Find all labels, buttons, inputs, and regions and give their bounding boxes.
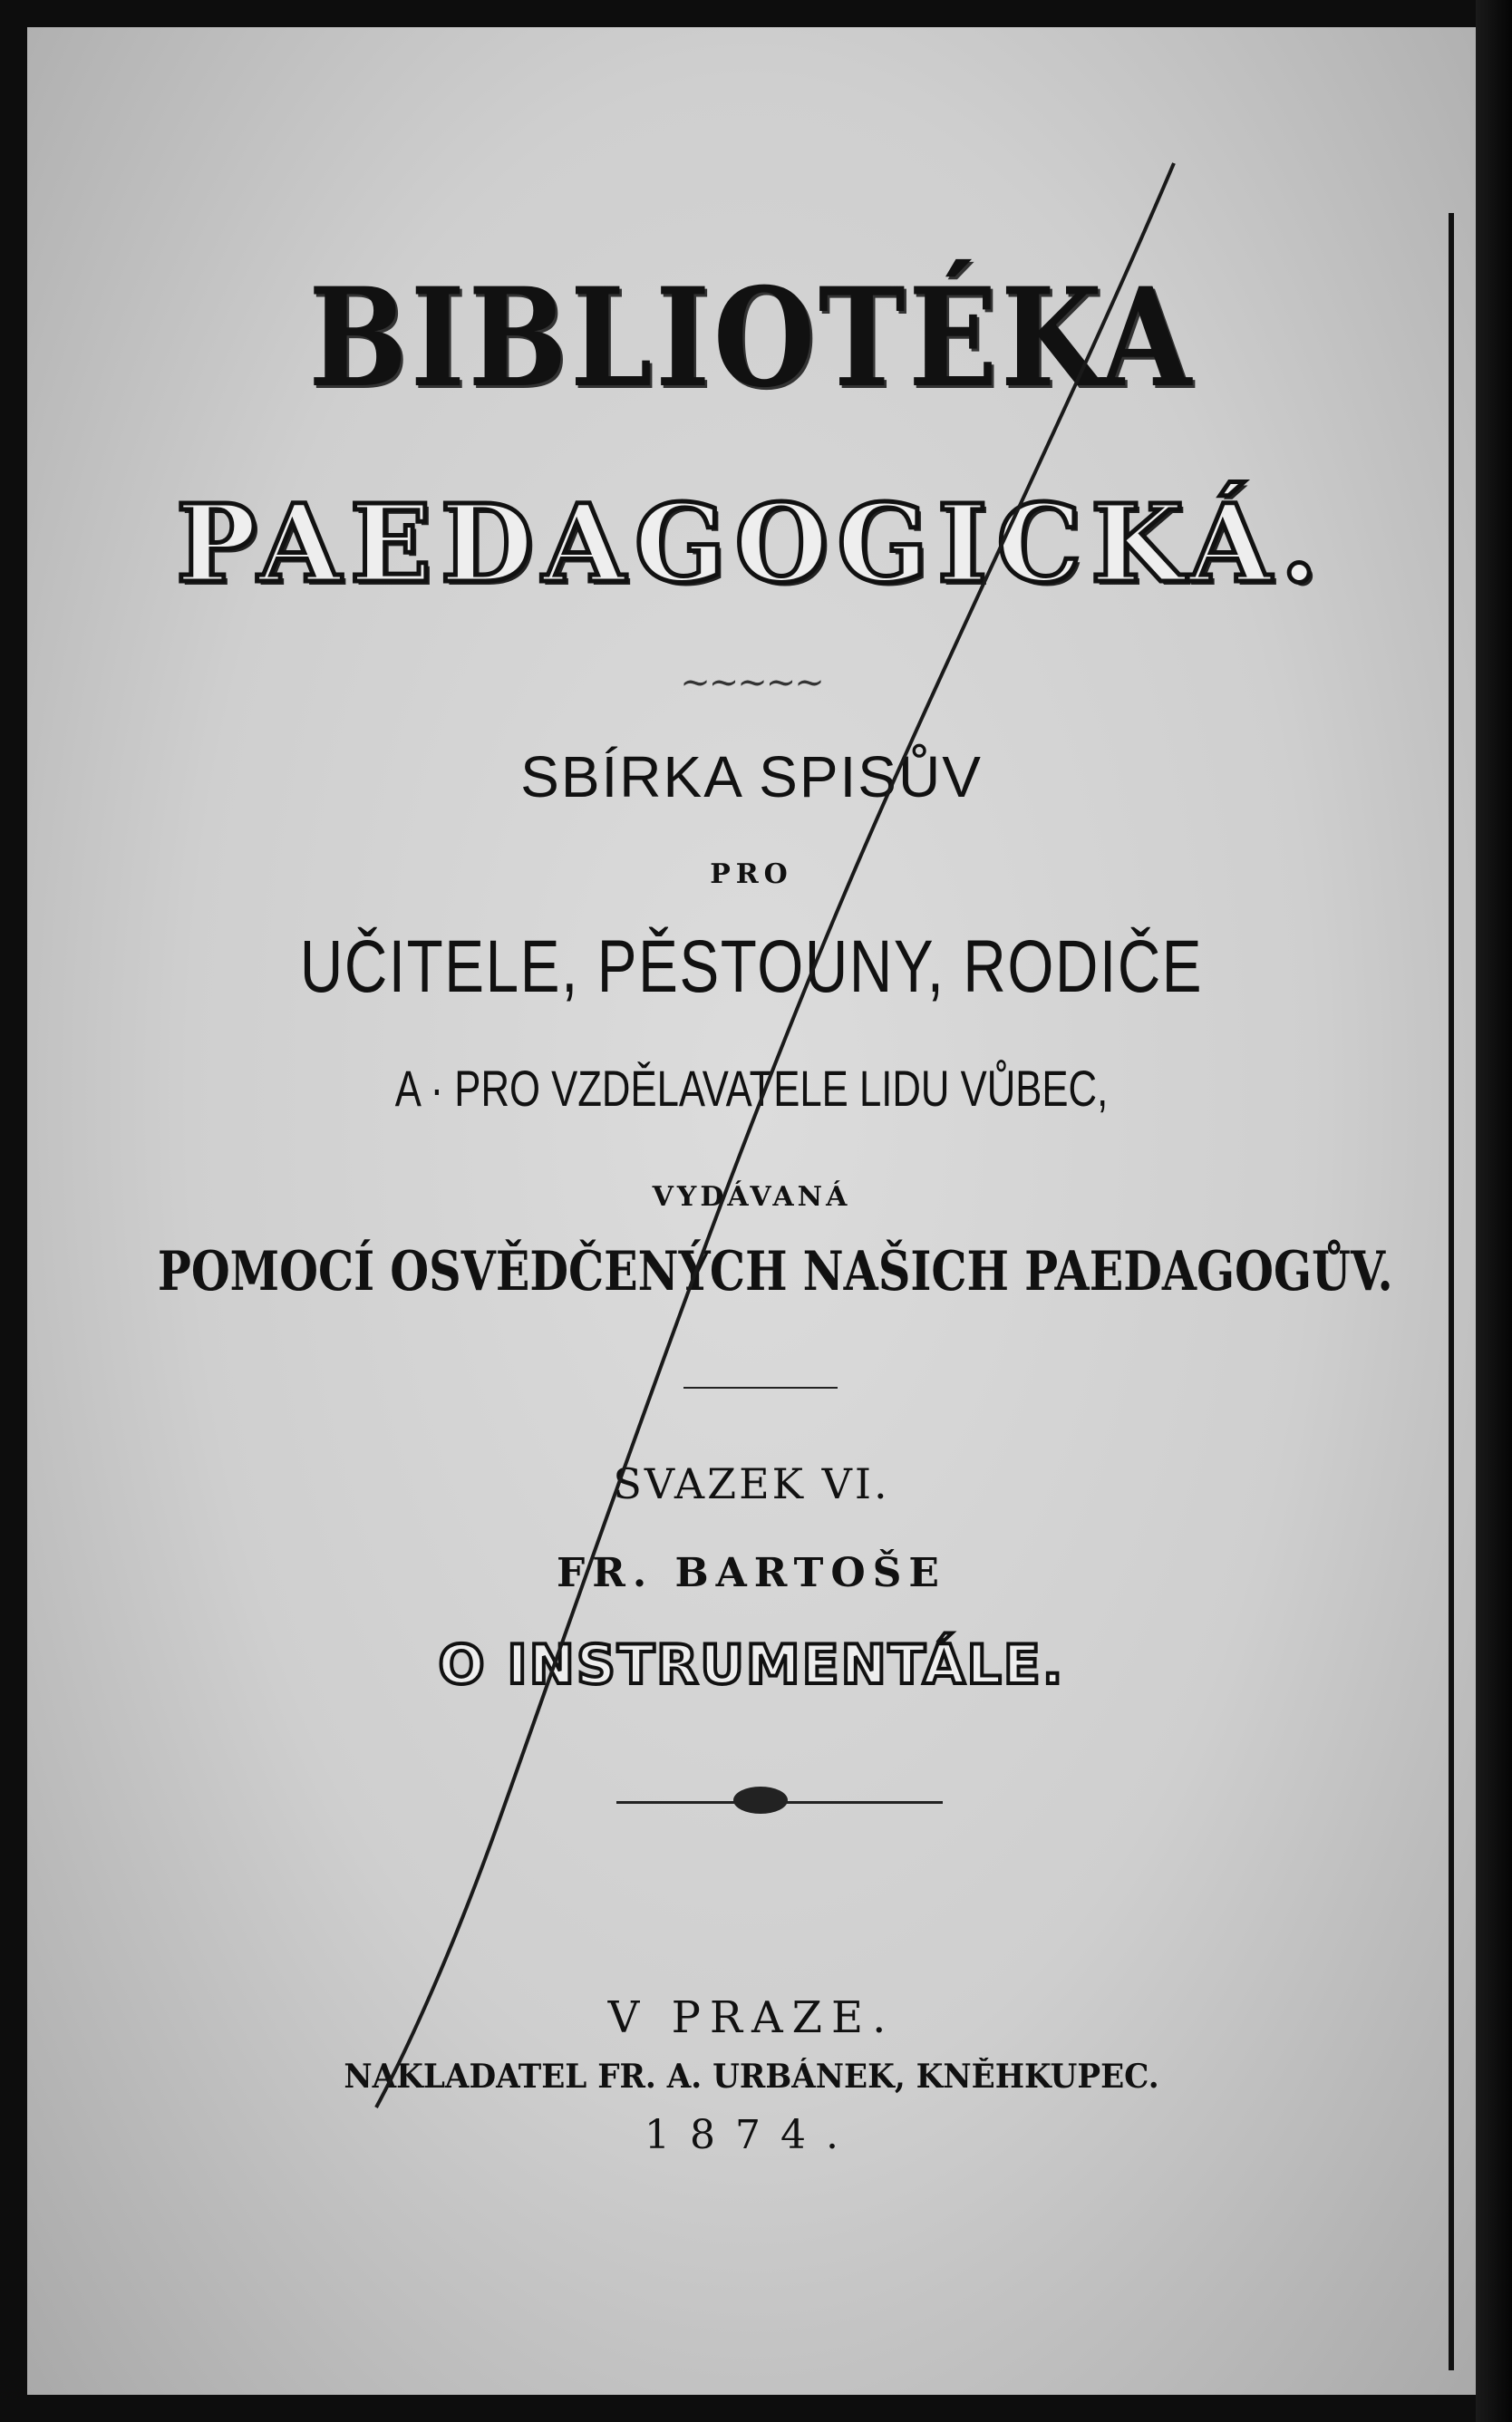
- volume-label: SVAZEK VI.: [613, 1459, 890, 1508]
- series-title-line-1: BIBLIOTÉKA: [308, 258, 1195, 418]
- work-title: O INSTRUMENTÁLE.: [438, 1633, 1065, 1697]
- page-edge-line: [1449, 213, 1454, 2370]
- series-title-line-2: PAEDAGOGICKÁ.: [176, 480, 1327, 606]
- audience-line: UČITELE, PĚSTOUNY, RODIČE: [299, 925, 1204, 1008]
- imprint-year: 1874.: [645, 2112, 858, 2158]
- divider-rule-upper: [683, 1387, 838, 1389]
- issued-label: VYDÁVANÁ: [652, 1181, 851, 1213]
- pro-label: PRO: [710, 858, 793, 890]
- subtitle: SBÍRKA SPISŮV: [520, 744, 983, 809]
- imprint-place: V PRAZE.: [607, 1992, 896, 2043]
- page-edge-shadow: [1476, 0, 1512, 2422]
- author-name: FR. BARTOŠE: [557, 1550, 946, 1596]
- audience-extra-line: A · PRO VZDĚLAVATELE LIDU VŮBEC,: [394, 1060, 1109, 1117]
- ornament-divider-icon: [733, 1787, 788, 1814]
- ornament-small: ~~~~~: [680, 662, 823, 703]
- title-page: [27, 27, 1476, 2395]
- help-line: POMOCÍ OSVĚDČENÝCH NAŠICH PAEDAGOGŮV.: [157, 1240, 1393, 1303]
- imprint-publisher: NAKLADATEL FR. A. URBÁNEK, KNĚHKUPEC.: [344, 2058, 1159, 2096]
